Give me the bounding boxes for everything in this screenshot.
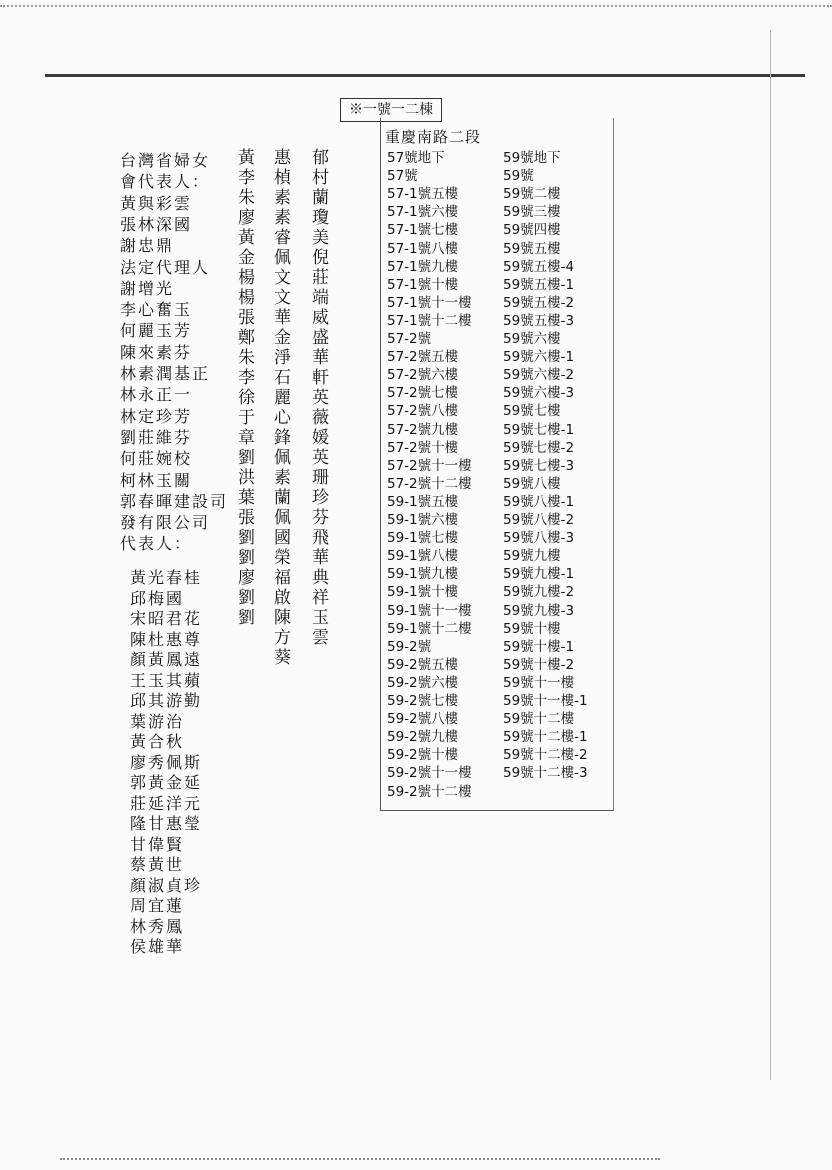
owner-row: 何麗玉芳 xyxy=(120,321,193,341)
representative-row: 侯雄華 xyxy=(130,937,185,956)
street-name: 重慶南路二段 xyxy=(385,128,482,146)
scan-edge-top xyxy=(0,5,832,7)
representative-row: 顏淑貞珍 xyxy=(130,875,203,895)
address-left-cell: 59-1號十樓 xyxy=(387,584,459,601)
address-left-cell: 57-1號八樓 xyxy=(387,240,459,257)
address-left-cell: 57號 xyxy=(387,168,418,185)
address-right-cell: 59號十二樓-2 xyxy=(503,747,588,764)
owner-row: 會代表人： xyxy=(120,172,211,192)
address-left-cell: 59-1號十二樓 xyxy=(387,620,472,637)
address-right-cell: 59號七樓-3 xyxy=(503,457,575,474)
address-right-cell: 59號五樓-1 xyxy=(503,276,575,293)
representative-row: 莊延洋元 xyxy=(130,793,203,813)
vertical-name-col-1: 郁村蘭瓊美倪莊端威盛華軒英薇媛英珊珍芬飛華典祥玉雲 xyxy=(308,148,328,648)
owner-row: 法定代理人 xyxy=(120,257,211,277)
representative-row: 周宜蓮 xyxy=(130,896,185,915)
address-left-cell: 59-2號十二樓 xyxy=(387,783,472,800)
address-left-cell: 59-1號七樓 xyxy=(387,530,459,547)
address-left-cell: 59-2號六樓 xyxy=(387,674,459,691)
representative-row: 黃合秋 xyxy=(130,732,185,751)
owner-row: 陳來素芬 xyxy=(120,342,193,362)
address-left-cell: 57-2號 xyxy=(387,331,432,347)
address-right-cell: 59號地下 xyxy=(503,150,561,166)
representative-row: 邱梅國 xyxy=(130,588,185,608)
address-left-cell: 57-2號九樓 xyxy=(387,421,459,438)
address-right-cell: 59號五樓-3 xyxy=(503,312,575,329)
representative-row: 葉游治 xyxy=(130,711,185,731)
address-right-cell: 59號十一樓-1 xyxy=(503,693,588,709)
representative-row: 甘偉賢 xyxy=(130,834,185,854)
representative-row: 廖秀佩斯 xyxy=(130,752,203,772)
representative-row: 陳杜惠尊 xyxy=(130,629,203,649)
address-left-cell: 59-1號八樓 xyxy=(387,548,459,565)
address-right-cell: 59號十樓-1 xyxy=(503,638,575,655)
address-right-cell: 59號六樓-3 xyxy=(503,385,575,402)
address-right-cell: 59號七樓 xyxy=(503,403,561,420)
vertical-name-col-2: 惠楨素素睿佩文文華金淨石麗心鋒佩素蘭佩國榮福啟陳方葵 xyxy=(270,148,290,668)
scan-edge-bottom xyxy=(60,1158,660,1160)
address-right-cell: 59號八樓-2 xyxy=(503,512,575,528)
address-left-cell: 59-2號十樓 xyxy=(387,747,459,764)
scan-edge-right xyxy=(770,30,771,1080)
owner-row: 張林深國 xyxy=(120,214,193,234)
document-top-rule xyxy=(45,74,805,77)
address-right-cell: 59號四樓 xyxy=(503,222,561,239)
address-right-cell: 59號五樓-2 xyxy=(503,294,575,311)
address-right-cell: 59號八樓 xyxy=(503,475,561,492)
owner-row: 柯林玉關 xyxy=(120,470,193,490)
address-left-cell: 57-1號十一樓 xyxy=(387,294,472,311)
address-left-cell: 59-1號九樓 xyxy=(387,566,459,583)
address-box-title: ※一號一二棟 xyxy=(340,98,442,122)
owner-row: 台灣省婦女 xyxy=(120,151,211,170)
address-left-cell: 57-2號十二樓 xyxy=(387,475,472,492)
representative-row: 郭黃金延 xyxy=(130,773,203,792)
address-right-cell: 59號五樓-4 xyxy=(503,258,575,275)
address-right-cell: 59號六樓-2 xyxy=(503,367,575,384)
address-left-cell: 57-1號十二樓 xyxy=(387,312,472,329)
address-right-cell: 59號十二樓 xyxy=(503,711,575,728)
representative-row: 林秀鳳 xyxy=(130,916,185,936)
address-left-cell: 59-2號 xyxy=(387,638,432,655)
address-left-cell: 59-1號十一樓 xyxy=(387,602,472,619)
address-right-cell: 59號九樓 xyxy=(503,548,561,565)
address-right-cell: 59號九樓-1 xyxy=(503,566,575,583)
representative-row: 王玉其蘋 xyxy=(130,670,203,690)
owner-row: 劉莊維芬 xyxy=(120,427,193,447)
address-left-cell: 59-1號五樓 xyxy=(387,493,459,510)
address-right-cell: 59號 xyxy=(503,168,534,185)
address-right-cell: 59號十樓-2 xyxy=(503,656,575,673)
address-left-cell: 59-2號八樓 xyxy=(387,711,459,728)
representative-row: 邱其游勤 xyxy=(130,691,203,710)
address-left-cell: 57-2號五樓 xyxy=(387,349,459,366)
address-right-cell: 59號十二樓-3 xyxy=(503,765,588,782)
representative-row: 蔡黃世 xyxy=(130,855,185,874)
address-right-cell: 59號十樓 xyxy=(503,620,561,637)
address-right-cell: 59號二樓 xyxy=(503,186,561,203)
vertical-name-col-3: 黃李朱廖黃金楊楊張鄭朱李徐于章劉洪葉張劉劉廖劉劉 xyxy=(234,148,254,628)
address-left-cell: 57-1號五樓 xyxy=(387,186,459,203)
address-right-cell: 59號七樓-2 xyxy=(503,439,575,456)
owner-row: 何莊婉校 xyxy=(120,449,193,469)
owner-row: 郭春暉建設司 xyxy=(120,491,229,511)
address-left-cell: 59-2號七樓 xyxy=(387,693,459,709)
address-left-cell: 59-2號五樓 xyxy=(387,656,459,673)
owner-row: 謝增光 xyxy=(120,278,175,298)
address-left-cell: 59-1號六樓 xyxy=(387,512,459,528)
address-right-cell: 59號九樓-3 xyxy=(503,602,575,619)
owner-row: 謝忠鼎 xyxy=(120,236,175,256)
address-left-cell: 57-2號十樓 xyxy=(387,439,459,456)
address-right-cell: 59號六樓-1 xyxy=(503,349,575,366)
address-left-cell: 57-1號七樓 xyxy=(387,222,459,239)
address-right-cell: 59號七樓-1 xyxy=(503,421,575,438)
address-left-cell: 57-2號八樓 xyxy=(387,403,459,420)
address-right-cell: 59號十二樓-1 xyxy=(503,729,588,746)
representative-row: 顏黃鳳遠 xyxy=(130,650,203,669)
address-right-cell: 59號九樓-2 xyxy=(503,584,575,601)
address-left-cell: 57-1號九樓 xyxy=(387,258,459,275)
address-left-cell: 57-2號十一樓 xyxy=(387,457,472,474)
address-left-cell: 59-2號九樓 xyxy=(387,729,459,746)
representative-row: 宋昭君花 xyxy=(130,609,203,628)
address-right-cell: 59號五樓 xyxy=(503,240,561,257)
representative-row: 隆甘惠瑩 xyxy=(130,814,203,833)
address-left-cell: 57-1號六樓 xyxy=(387,204,459,221)
owner-row: 黃與彩雲 xyxy=(120,193,193,213)
owner-row: 林永正一 xyxy=(120,385,193,405)
address-right-cell: 59號六樓 xyxy=(503,331,561,347)
representative-row: 黃光春桂 xyxy=(130,568,203,587)
address-left-cell: 57-2號六樓 xyxy=(387,367,459,384)
owner-row: 林定珍芳 xyxy=(120,406,193,426)
address-right-cell: 59號十一樓 xyxy=(503,674,575,691)
address-right-cell: 59號八樓-1 xyxy=(503,493,575,510)
owner-row: 發有限公司 xyxy=(120,513,211,533)
address-right-cell: 59號三樓 xyxy=(503,204,561,221)
address-left-cell: 57-2號七樓 xyxy=(387,385,459,402)
address-left-cell: 57號地下 xyxy=(387,150,445,166)
owner-row: 代表人： xyxy=(120,534,193,554)
address-left-cell: 57-1號十樓 xyxy=(387,276,459,293)
address-left-cell: 59-2號十一樓 xyxy=(387,765,472,782)
owner-row: 李心奮玉 xyxy=(120,300,193,320)
address-right-cell: 59號八樓-3 xyxy=(503,530,575,547)
owner-row: 林素潤基正 xyxy=(120,364,211,383)
